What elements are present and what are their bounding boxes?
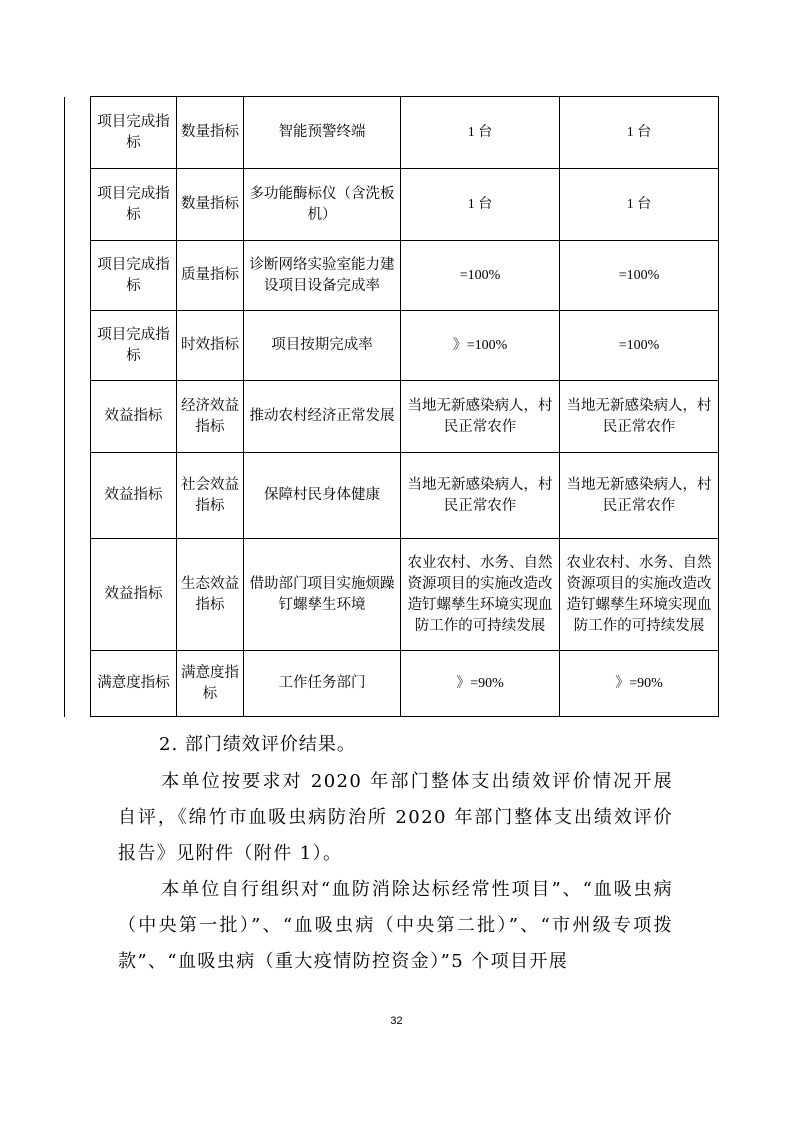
table-outer-border xyxy=(64,97,65,717)
table-row xyxy=(91,381,719,453)
level2-indicator-cell: 质量指标 xyxy=(177,241,244,311)
actual-value-cell: =100% xyxy=(560,311,719,381)
table-row xyxy=(91,169,719,241)
level2-indicator-cell: 经济效益指标 xyxy=(177,381,244,453)
level2-indicator-cell: 时效指标 xyxy=(177,311,244,381)
level3-indicator-cell: 保障村民身体健康 xyxy=(244,453,401,539)
level3-indicator-cell: 多功能酶标仪（含洗板机） xyxy=(244,169,401,241)
level1-indicator-cell: 效益指标 xyxy=(91,453,177,539)
paragraph-text: 本单位按要求对 2020 年部门整体支出绩效评价情况开展自评，《绵竹市血吸虫病防治所 2020 年部门整体支出绩效评价报告》见附件（附件 1）。 xyxy=(118,771,673,864)
level3-indicator-cell: 借助部门项目实施烦躁钉螺孳生环境 xyxy=(244,539,401,651)
level2-indicator-cell: 数量指标 xyxy=(177,97,244,169)
level3-indicator-cell: 项目按期完成率 xyxy=(244,311,401,381)
table-row xyxy=(91,311,719,381)
target-value-cell: 1 台 xyxy=(401,97,560,169)
table-row xyxy=(91,453,719,539)
actual-value-cell: 1 台 xyxy=(560,169,719,241)
target-value-cell: =100% xyxy=(401,241,560,311)
level1-indicator-cell: 项目完成指标 xyxy=(91,97,177,169)
level1-indicator-cell: 项目完成指标 xyxy=(91,311,177,381)
target-value-cell: 当地无新感染病人，村民正常农作 xyxy=(401,453,560,539)
table-row xyxy=(91,97,719,169)
actual-value-cell: 1 台 xyxy=(560,97,719,169)
actual-value-cell: 》=90% xyxy=(560,651,719,717)
target-value-cell: 1 台 xyxy=(401,169,560,241)
target-value-cell: 当地无新感染病人，村民正常农作 xyxy=(401,381,560,453)
level2-indicator-cell: 满意度指标 xyxy=(177,651,244,717)
level3-indicator-cell: 推动农村经济正常发展 xyxy=(244,381,401,453)
actual-value-cell: 当地无新感染病人，村民正常农作 xyxy=(560,453,719,539)
target-value-cell: 》=90% xyxy=(401,651,560,717)
actual-value-cell: =100% xyxy=(560,241,719,311)
level3-indicator-cell: 智能预警终端 xyxy=(244,97,401,169)
actual-value-cell: 农业农村、水务、自然资源项目的实施改造改造钉螺孳生环境实现血防工作的可持续发展 xyxy=(560,539,719,651)
level1-indicator-cell: 项目完成指标 xyxy=(91,169,177,241)
level1-indicator-cell: 项目完成指标 xyxy=(91,241,177,311)
level2-indicator-cell: 数量指标 xyxy=(177,169,244,241)
paragraph-text: 本单位自行组织对“血防消除达标经常性项目”、“血吸虫病（中央第一批）”、“血吸虫病（中央第二批）”、“市州级专项拨款”、“血吸虫病（重大疫情防控资金）”5 个项目开展 xyxy=(118,879,673,972)
level2-indicator-cell: 生态效益指标 xyxy=(177,539,244,651)
target-value-cell: 》=100% xyxy=(401,311,560,381)
target-value-cell: 农业农村、水务、自然资源项目的实施改造改造钉螺孳生环境实现血防工作的可持续发展 xyxy=(401,539,560,651)
level1-indicator-cell: 满意度指标 xyxy=(91,651,177,717)
page-number: 32 xyxy=(390,1015,403,1027)
actual-value-cell: 当地无新感染病人，村民正常农作 xyxy=(560,381,719,453)
level3-indicator-cell: 工作任务部门 xyxy=(244,651,401,717)
level2-indicator-cell: 社会效益指标 xyxy=(177,453,244,539)
level1-indicator-cell: 效益指标 xyxy=(91,381,177,453)
performance-indicator-table xyxy=(90,96,719,717)
level3-indicator-cell: 诊断网络实验室能力建设项目设备完成率 xyxy=(244,241,401,311)
table-row xyxy=(91,651,719,717)
section-heading: 2. 部门绩效评价结果。 xyxy=(159,734,356,755)
body-paragraph xyxy=(118,764,673,872)
table-row xyxy=(91,539,719,651)
body-paragraph xyxy=(118,872,673,980)
table-row xyxy=(91,241,719,311)
level1-indicator-cell: 效益指标 xyxy=(91,539,177,651)
